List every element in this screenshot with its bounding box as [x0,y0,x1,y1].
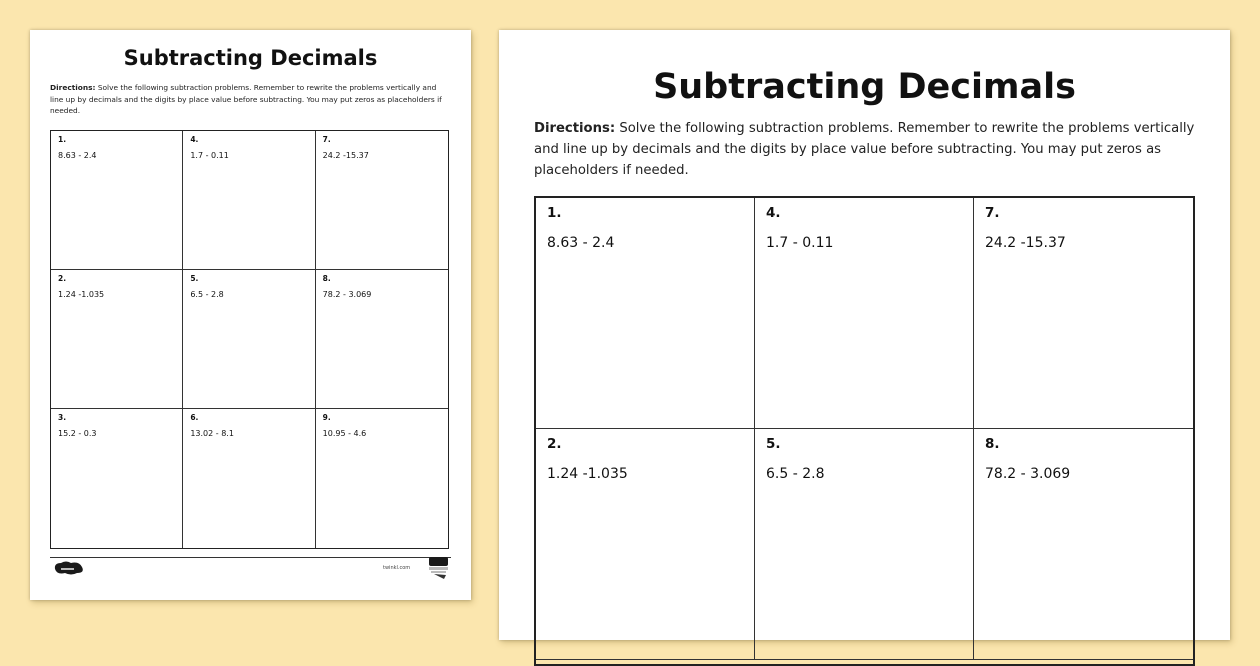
problem-expression: 1.24 -1.035 [547,466,628,482]
problem-cell [316,131,448,270]
twinkl-logo-icon [52,560,85,576]
problem-cell [51,409,183,548]
problem-number: 4. [190,135,199,144]
problem-grid [534,196,1195,666]
problem-number: 8. [985,436,1000,452]
problem-number: 7. [322,135,331,144]
problem-expression: 13.02 - 8.1 [190,429,234,438]
problem-number: 8. [322,274,331,283]
problem-number: 6. [190,413,199,422]
problem-expression: 1.7 - 0.11 [766,235,834,251]
problem-cell [316,270,448,409]
worksheet-directions [50,82,451,117]
footer-url: twinkl.com [383,565,411,571]
problem-grid [50,130,449,549]
worksheet-preview-small [30,30,471,600]
directions-text: Solve the following subtraction problems. Remember to rewrite the problems vertically and line up by decimals and the digits by place value before subtracting. You may put zeros as placeholders if needed. [50,83,442,115]
worksheet-title: Subtracting Decimals [123,46,378,70]
problem-cell [974,429,1193,660]
directions-label: Directions: [534,121,616,136]
problem-expression: 6.5 - 2.8 [190,290,224,299]
problem-expression: 15.2 - 0.3 [58,429,97,438]
problem-expression: 8.63 - 2.4 [58,151,97,160]
problem-number: 2. [547,436,562,452]
problem-number: 5. [190,274,199,283]
problem-expression: 1.24 -1.035 [58,290,105,299]
problem-cell [183,131,315,270]
problem-cell [536,429,755,660]
problem-number: 3. [58,413,67,422]
problem-cell [51,131,183,270]
problem-number: 9. [322,413,331,422]
problem-number: 4. [766,205,781,221]
problem-cell [755,198,974,429]
problem-expression: 6.5 - 2.8 [766,466,825,482]
problem-cell [51,270,183,409]
problem-cell [536,198,755,429]
problem-expression: 78.2 - 3.069 [322,290,372,299]
problem-expression: 1.7 - 0.11 [190,151,229,160]
problem-number: 5. [766,436,781,452]
twinkl-badge-icon [426,555,452,579]
problem-expression: 78.2 - 3.069 [985,466,1071,482]
problem-number: 7. [985,205,1000,221]
directions-text: Solve the following subtraction problems. Remember to rewrite the problems vertically and line up by decimals and the digits by place value before subtracting. You may put zeros as placeholders if needed. [534,121,1195,178]
problem-cell [316,409,448,548]
problem-number: 1. [58,135,67,144]
worksheet-directions [534,118,1195,181]
problem-expression: 24.2 -15.37 [985,235,1066,251]
worksheet-preview-large [499,30,1230,640]
problem-cell [974,198,1193,429]
worksheet-title: Subtracting Decimals [653,67,1076,107]
footer-divider [50,557,451,558]
problem-cell [183,270,315,409]
problem-expression: 8.63 - 2.4 [547,235,615,251]
problem-expression: 10.95 - 4.6 [322,429,367,438]
directions-label: Directions: [50,83,96,92]
problem-cell [755,429,974,660]
problem-number: 1. [547,205,562,221]
problem-cell [183,409,315,548]
problem-number: 2. [58,274,67,283]
problem-expression: 24.2 -15.37 [322,151,369,160]
